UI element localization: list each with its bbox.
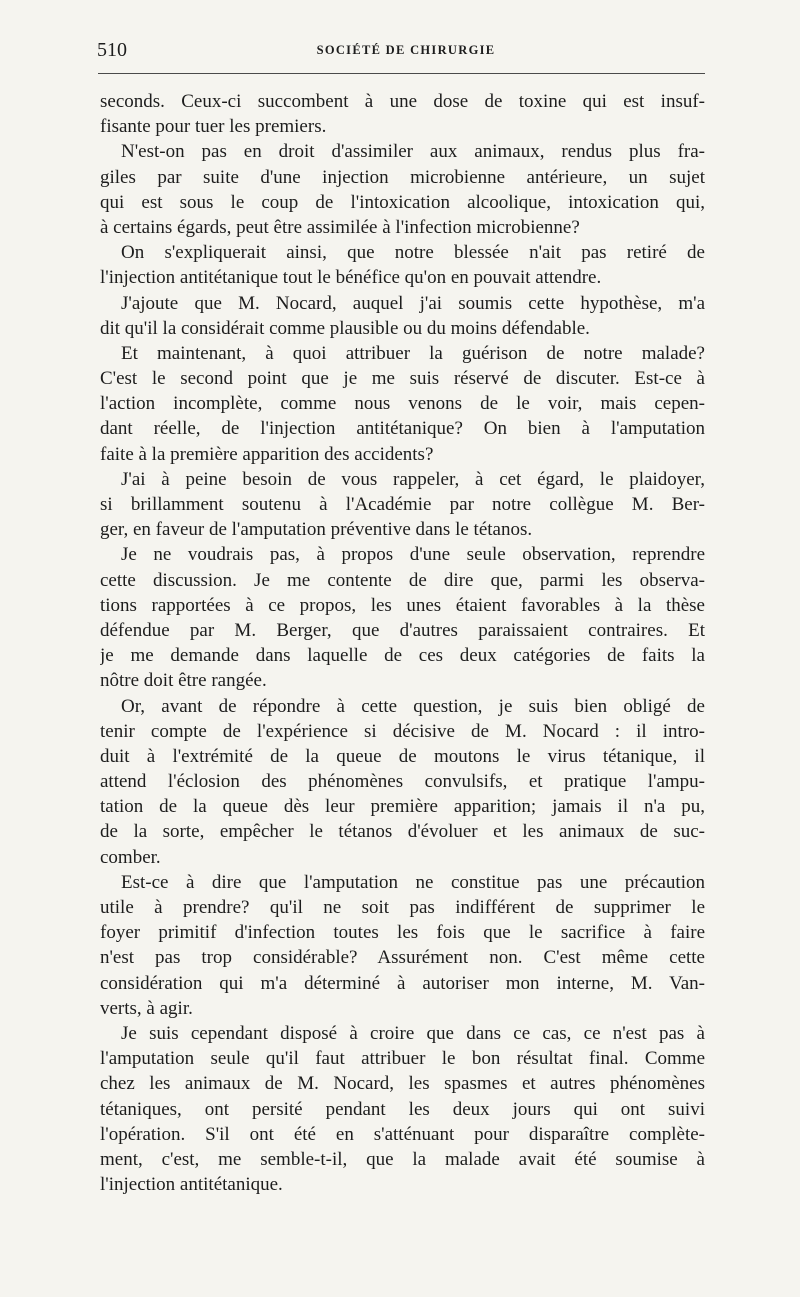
text-line: Or, avant de répondre à cette question, je suis bien obligé de	[121, 695, 705, 717]
text-line: défendue par M. Berger, que d'autres paraissaient contraires. Et	[100, 619, 705, 641]
page-number: 510	[97, 39, 127, 61]
paragraph	[100, 341, 705, 467]
text-line: seconds. Ceux-ci succombent à une dose de toxine qui est insuf-	[100, 91, 705, 112]
text-line: foyer primitif d'infection toutes les fois que le sacrifice à faire	[100, 922, 705, 944]
text-line: n'est pas trop considérable? Assurément non. C'est même cette	[100, 947, 705, 969]
paragraph	[100, 89, 705, 139]
text-line: dant réelle, de l'injection antitétanique? On bien à l'amputation	[100, 418, 705, 440]
text-line: duit à l'extrémité de la queue de moutons le virus tétanique, il	[100, 745, 705, 767]
text-line: chez les animaux de M. Nocard, les spasmes et autres phénomènes	[100, 1073, 705, 1095]
text-line: à certains égards, peut être assimilée à l'infection microbienne?	[100, 216, 580, 238]
text-line: l'injection antitétanique tout le bénéfice qu'on en pouvait attendre.	[100, 267, 602, 289]
text-line: giles par suite d'une injection microbienne antérieure, un sujet	[100, 166, 705, 188]
paragraph	[100, 291, 705, 341]
text-line: attend l'éclosion des phénomènes convulsifs, et pratique l'ampu-	[100, 771, 705, 793]
paragraph	[100, 694, 705, 870]
text-line: l'injection antitétanique.	[100, 1174, 283, 1196]
text-line: J'ai à peine besoin de vous rappeler, à cet égard, le plaidoyer,	[121, 468, 705, 490]
text-line: si brillamment soutenu à l'Académie par notre collègue M. Ber-	[100, 494, 705, 515]
text-line: tétaniques, ont persité pendant les deux jours qui ont suivi	[100, 1098, 705, 1120]
text-line: l'action incomplète, comme nous venons de le voir, mais cepen-	[100, 393, 705, 415]
text-line: Est-ce à dire que l'amputation ne constitue pas une précaution	[121, 871, 705, 893]
text-line: nôtre doit être rangée.	[100, 670, 267, 692]
paragraph	[100, 139, 705, 240]
text-line: N'est-on pas en droit d'assimiler aux animaux, rendus plus fra-	[121, 141, 705, 163]
text-line: faite à la première apparition des accidents?	[100, 443, 434, 465]
text-line: tenir compte de l'expérience si décisive de M. Nocard : il intro-	[100, 720, 705, 742]
text-line: ger, en faveur de l'amputation préventive dans le tétanos.	[100, 519, 533, 541]
text-line: dit qu'il la considérait comme plausible ou du moins défendable.	[100, 317, 590, 339]
running-title: SOCIÉTÉ DE CHIRURGIE	[316, 43, 496, 57]
text-line: C'est le second point que je me suis réservé de discuter. Est-ce à	[100, 368, 705, 390]
text-line: Je ne voudrais pas, à propos d'une seule observation, reprendre	[121, 544, 705, 566]
text-line: ment, c'est, me semble-t-il, que la malade avait été soumise à	[100, 1148, 705, 1170]
text-line: considération qui m'a déterminé à autoriser mon interne, M. Van-	[100, 972, 705, 994]
text-line: l'amputation seule qu'il faut attribuer le bon résultat final. Comme	[100, 1048, 705, 1070]
text-line: tation de la queue dès leur première apparition; jamais il n'a pu,	[100, 796, 705, 818]
text-line: verts, à agir.	[100, 997, 193, 1019]
text-line: je me demande dans laquelle de ces deux catégories de faits la	[100, 645, 705, 667]
paragraph	[100, 467, 705, 543]
text-line: qui est sous le coup de l'intoxication alcoolique, intoxication qui,	[100, 191, 705, 213]
text-line: fisante pour tuer les premiers.	[100, 116, 327, 138]
text-line: On s'expliquerait ainsi, que notre blessée n'ait pas retiré de	[121, 242, 705, 264]
text-line: utile à prendre? qu'il ne soit pas indifférent de supprimer le	[100, 897, 705, 918]
text-line: J'ajoute que M. Nocard, auquel j'ai soumis cette hypothèse, m'a	[121, 292, 705, 314]
text-line: Et maintenant, à quoi attribuer la guérison de notre malade?	[121, 342, 705, 364]
header-rule	[98, 73, 705, 74]
text-line: Je suis cependant disposé à croire que dans ce cas, ce n'est pas à	[121, 1022, 705, 1044]
text-line: l'opération. S'il ont été en s'atténuant pour disparaître complète-	[100, 1123, 705, 1145]
paragraph	[100, 542, 705, 693]
paragraph	[100, 870, 705, 1021]
body-text	[100, 89, 705, 1197]
paragraph	[100, 1021, 705, 1197]
text-line: de la sorte, empêcher le tétanos d'évoluer et les animaux de suc-	[100, 821, 705, 843]
text-line: comber.	[100, 846, 161, 868]
text-line: cette discussion. Je me contente de dire que, parmi les observa-	[100, 569, 705, 591]
paragraph	[100, 240, 705, 290]
text-line: tions rapportées à ce propos, les unes étaient favorables à la thèse	[100, 594, 705, 616]
